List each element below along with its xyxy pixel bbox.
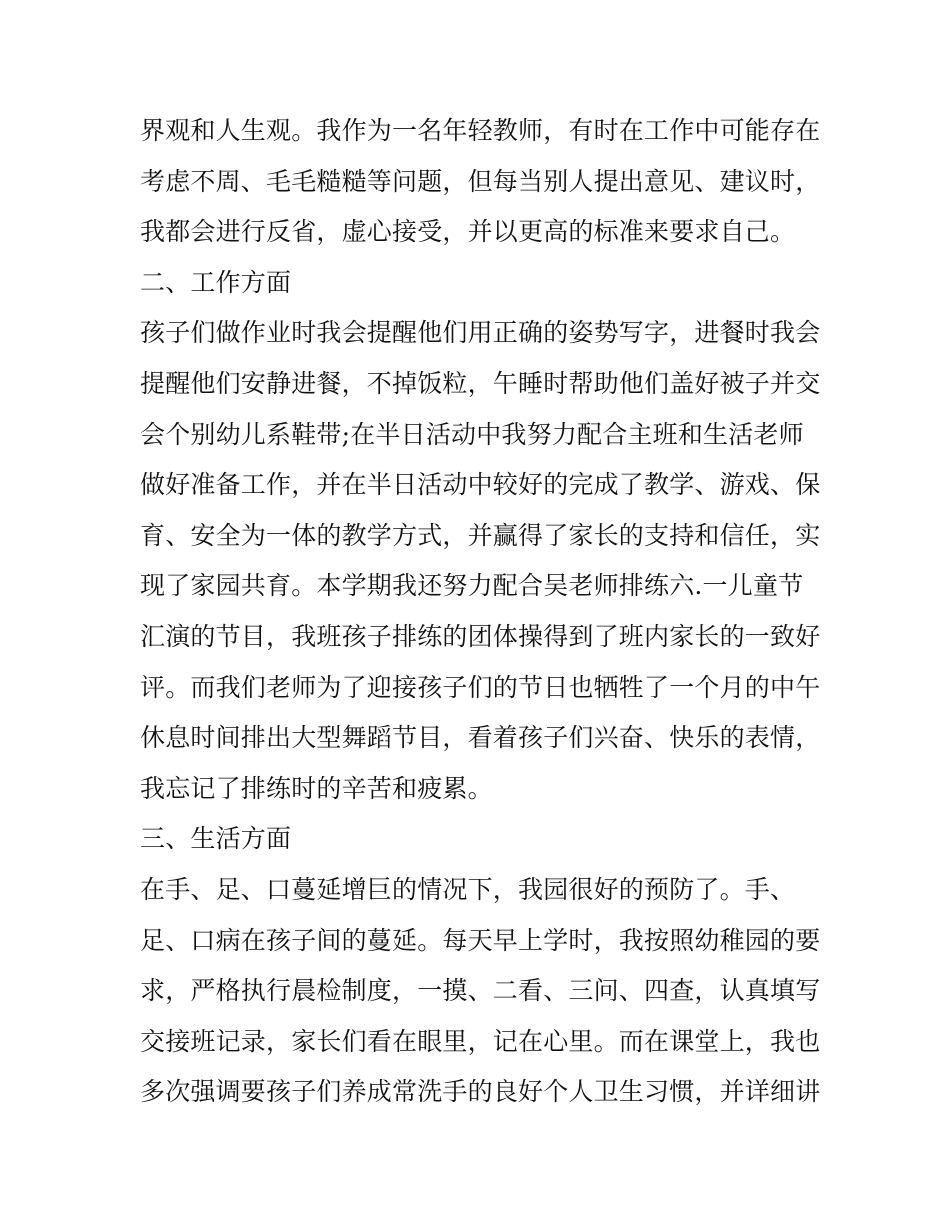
section-heading-life: 三、生活方面 [140,824,292,854]
text-line: 评。而我们老师为了迎接孩子们的节日也牺牲了一个月的中午 [140,672,821,702]
text-line: 求，严格执行晨检制度，一摸、二看、三问、四查，认真填写 [140,976,821,1006]
text-line: 孩子们做作业时我会提醒他们用正确的姿势写字，进餐时我会 [140,318,821,348]
text-line: 交接班记录，家长们看在眼里，记在心里。而在课堂上，我也 [140,1026,821,1056]
text-line: 我都会进行反省，虚心接受，并以更高的标准来要求自己。 [140,217,796,247]
text-line: 现了家园共育。本学期我还努力配合吴老师排练六.一儿童节 [140,571,804,601]
section-heading-work: 二、工作方面 [140,267,292,297]
text-line: 育、安全为一体的教学方式，并赢得了家长的支持和信任，实 [140,520,821,550]
text-line: 足、口病在孩子间的蔓延。每天早上学时，我按照幼稚园的要 [140,925,821,955]
text-line: 做好准备工作，并在半日活动中较好的完成了教学、游戏、保 [140,470,821,500]
text-line: 我忘记了排练时的辛苦和疲累。 [140,773,493,803]
text-line: 汇演的节目，我班孩子排练的团体操得到了班内家长的一致好 [140,621,821,651]
text-line: 界观和人生观。我作为一名年轻教师，有时在工作中可能存在 [140,116,821,145]
text-line: 在手、足、口蔓延增巨的情况下，我园很好的预防了。手、 [140,874,796,904]
text-line: 多次强调要孩子们养成常洗手的良好个人卫生习惯，并详细讲 [140,1077,821,1107]
body-text [140,106,820,1118]
text-line: 会个别幼儿系鞋带;在半日活动中我努力配合主班和生活老师 [140,419,804,449]
text-line: 休息时间排出大型舞蹈节目，看着孩子们兴奋、快乐的表情， [140,723,821,753]
text-line: 提醒他们安静进餐，不掉饭粒，午睡时帮助他们盖好被子并交 [140,368,821,398]
text-line: 考虑不周、毛毛糙糙等问题，但每当别人提出意见、建议时， [140,166,821,196]
